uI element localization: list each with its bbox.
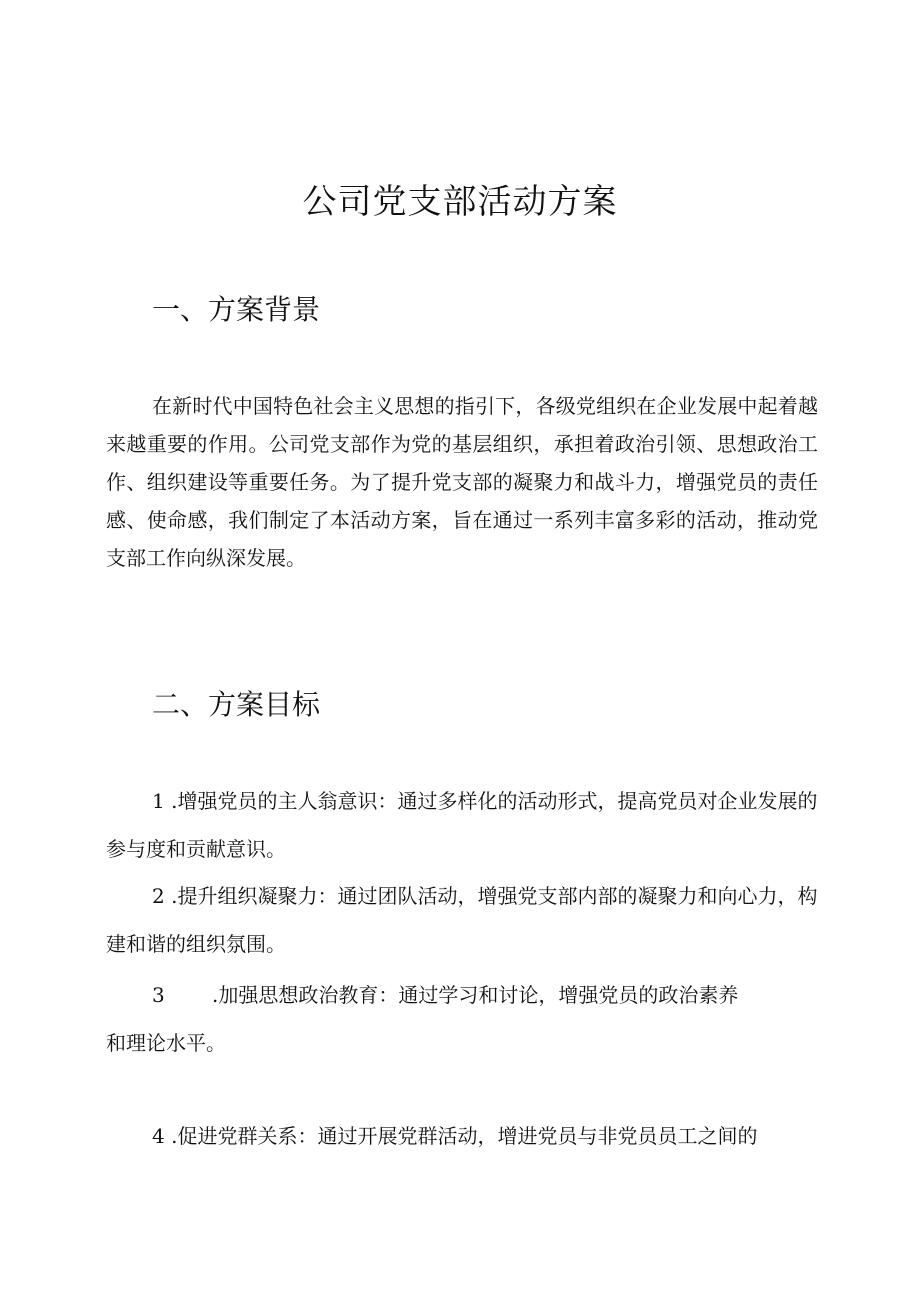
goal-item-3-text: .加强思想政治教育：通过学习和讨论，增强党员的政治素养 xyxy=(212,983,739,1007)
document-title: 公司党支部活动方案 xyxy=(302,182,618,222)
background-paragraph: 在新时代中国特色社会主义思想的指引下，各级党组织在企业发展中起着越来越重要的作用。公司党支部作为党的基层组织，承担着政治引领、思想政治工作、组织建设等重要任务。为了提升党支部的凝聚力和战斗力，增强党员的责任感、使命感，我们制定了本活动方案，旨在通过一系列丰富多彩的活动，推动党支部工作向纵深发展。 xyxy=(106,394,818,570)
goal-item-1: 1 .增强党员的主人翁意识：通过多样化的活动形式，提高党员对企业发展的参与度和贡献意识。 xyxy=(106,789,818,861)
section-heading-background: 一、方案背景 xyxy=(152,293,321,326)
section-heading-goals: 二、方案目标 xyxy=(152,688,321,721)
goal-item-3-line-1 xyxy=(106,971,818,1019)
goal-item-3-number: 3 xyxy=(152,983,165,1007)
goal-item-4: 4 .促进党群关系：通过开展党群活动，增进党员与非党员员工之间的 xyxy=(152,1124,758,1148)
goal-item-2: 2 .提升组织凝聚力：通过团队活动，增强党支部内部的凝聚力和向心力，构建和谐的组织氛围。 xyxy=(106,884,818,956)
goal-item-3 xyxy=(106,971,818,1067)
goal-item-3-line-2: 和理论水平。 xyxy=(106,1031,226,1055)
